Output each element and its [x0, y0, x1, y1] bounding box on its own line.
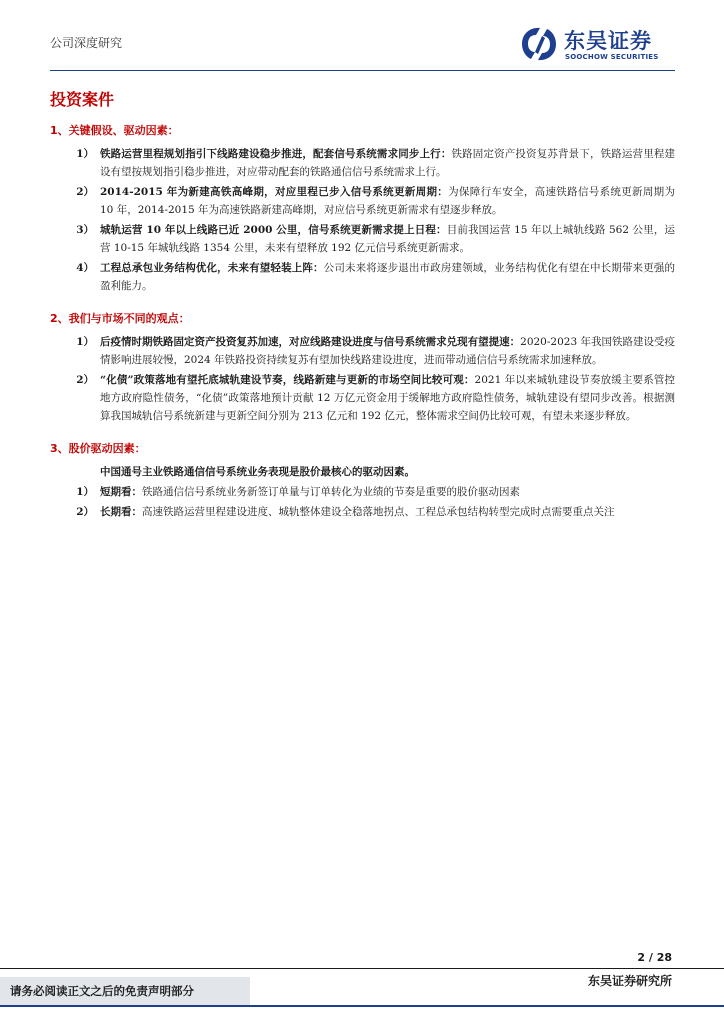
list-item — [50, 183, 675, 219]
list-item — [50, 145, 675, 181]
page-title: 投资案件 — [50, 90, 115, 109]
item-text — [100, 333, 675, 369]
item-number: 2） — [76, 186, 94, 198]
list-item — [50, 221, 675, 257]
list-item — [50, 259, 675, 295]
item-text — [100, 371, 675, 425]
item-number: 1） — [76, 486, 94, 498]
item-text — [100, 483, 675, 501]
item-bold-lead: 2014-2015 年为新建高铁高峰期，对应里程已步入信号系统更新周期： — [100, 186, 449, 198]
section-key-assumptions — [50, 122, 675, 295]
page-number: 2 / 28 — [637, 951, 672, 964]
section-heading: 1、关键假设、驱动因素： — [50, 124, 179, 137]
list-item — [50, 333, 675, 369]
list-item — [50, 371, 675, 425]
disclaimer-notice: 请务必阅读正文之后的免责声明部分 — [0, 977, 250, 1005]
item-text — [100, 503, 675, 521]
item-number: 1） — [76, 336, 94, 348]
research-institute-name: 东吴证券研究所 — [587, 974, 672, 988]
item-bold-lead: 铁路运营里程规划指引下线路建设稳步推进，配套信号系统需求同步上行： — [100, 148, 452, 160]
soochow-logo-icon — [518, 24, 560, 64]
logo-english-name: SOOCHOW SECURITIES — [565, 53, 659, 61]
header-divider — [50, 70, 675, 71]
item-bold-lead: 后疫情时期铁路固定资产投资复苏加速，对应线路建设进度与信号系统需求兑现有望提速： — [100, 336, 521, 348]
section-heading: 2、我们与市场不同的观点： — [50, 312, 190, 325]
item-number: 2） — [76, 506, 94, 518]
item-body: 高速铁路运营里程建设进度、城轨整体建设全稳落地拐点、工程总承包结构转型完成时点需要重点关注 — [142, 506, 615, 518]
section-differing-views — [50, 310, 675, 425]
item-bold-lead: “化债”政策落地有望托底城轨建设节奏，线路新建与更新的市场空间比较可观： — [100, 374, 475, 386]
footer-bar — [0, 1005, 724, 1024]
footer-divider — [0, 968, 724, 969]
item-body: 为保障行车安全，高速铁路信号系统更新周期为 10 年，2014-2015 年为高速铁路新建高峰期，对应信号系统更新需求有望逐步释放。 — [100, 186, 676, 216]
item-body: 2020-2023 年我国铁路建设受疫情影响进展较慢，2024 年铁路投资持续复苏有望加快线路建设进度，进而带动通信信号系统需求加速释放。 — [100, 336, 675, 366]
company-logo — [518, 24, 678, 66]
item-text — [100, 259, 675, 295]
item-body: 铁路固定资产投资复苏背景下，铁路运营里程建设有望按规划指引稳步推进，对应带动配套的铁路通信信号系统需求上行。 — [100, 148, 676, 178]
report-type-label: 公司深度研究 — [50, 36, 123, 50]
logo-chinese-name: 东吴证券 — [564, 29, 652, 53]
item-number: 2） — [76, 374, 94, 386]
item-bold-lead: 工程总承包业务结构优化，未来有望轻装上阵： — [100, 262, 324, 274]
item-body: 目前我国运营 15 年以上城轨线路 562 公里，运营 10-15 年城轨线路 1354 公里，未来有望释放 192 亿元信号系统更新需求。 — [100, 224, 675, 254]
content-body — [50, 122, 675, 536]
item-number: 1） — [76, 148, 94, 160]
item-bold-lead: 长期看： — [100, 506, 142, 518]
item-text — [100, 221, 675, 257]
item-number: 3） — [76, 224, 94, 236]
item-body: 公司未来将逐步退出市政房建领域，业务结构优化有望在中长期带来更强的盈利能力。 — [100, 262, 676, 292]
section-heading: 3、股价驱动因素： — [50, 442, 146, 455]
item-bold-lead: 短期看： — [100, 486, 142, 498]
item-bold-lead: 城轨运营 10 年以上线路已近 2000 公里，信号系统更新需求提上日程： — [100, 224, 447, 236]
item-body: 铁路通信信号系统业务新签订单量与订单转化为业绩的节奏是重要的股价驱动因素 — [142, 486, 520, 498]
list-item — [50, 483, 675, 501]
section-price-drivers — [50, 440, 675, 521]
list-item — [50, 503, 675, 521]
item-body: 2021 年以来城轨建设节奏放缓主要系管控地方政府隐性债务，“化债”政策落地预计贡献 12 万亿元资金用于缓解地方政府隐性债务，城轨建设有望同步改善。根据测算我国城轨信号系统新建与更新空间分别为 213 亿元和 192 亿元，整体需求空间仍比较可观，有望未来逐步释放。 — [100, 374, 676, 422]
section-intro: 中国通号主业铁路通信信号系统业务表现是股价最核心的驱动因素。 — [100, 466, 415, 478]
item-text — [100, 183, 675, 219]
item-text — [100, 145, 675, 181]
item-number: 4） — [76, 262, 94, 274]
